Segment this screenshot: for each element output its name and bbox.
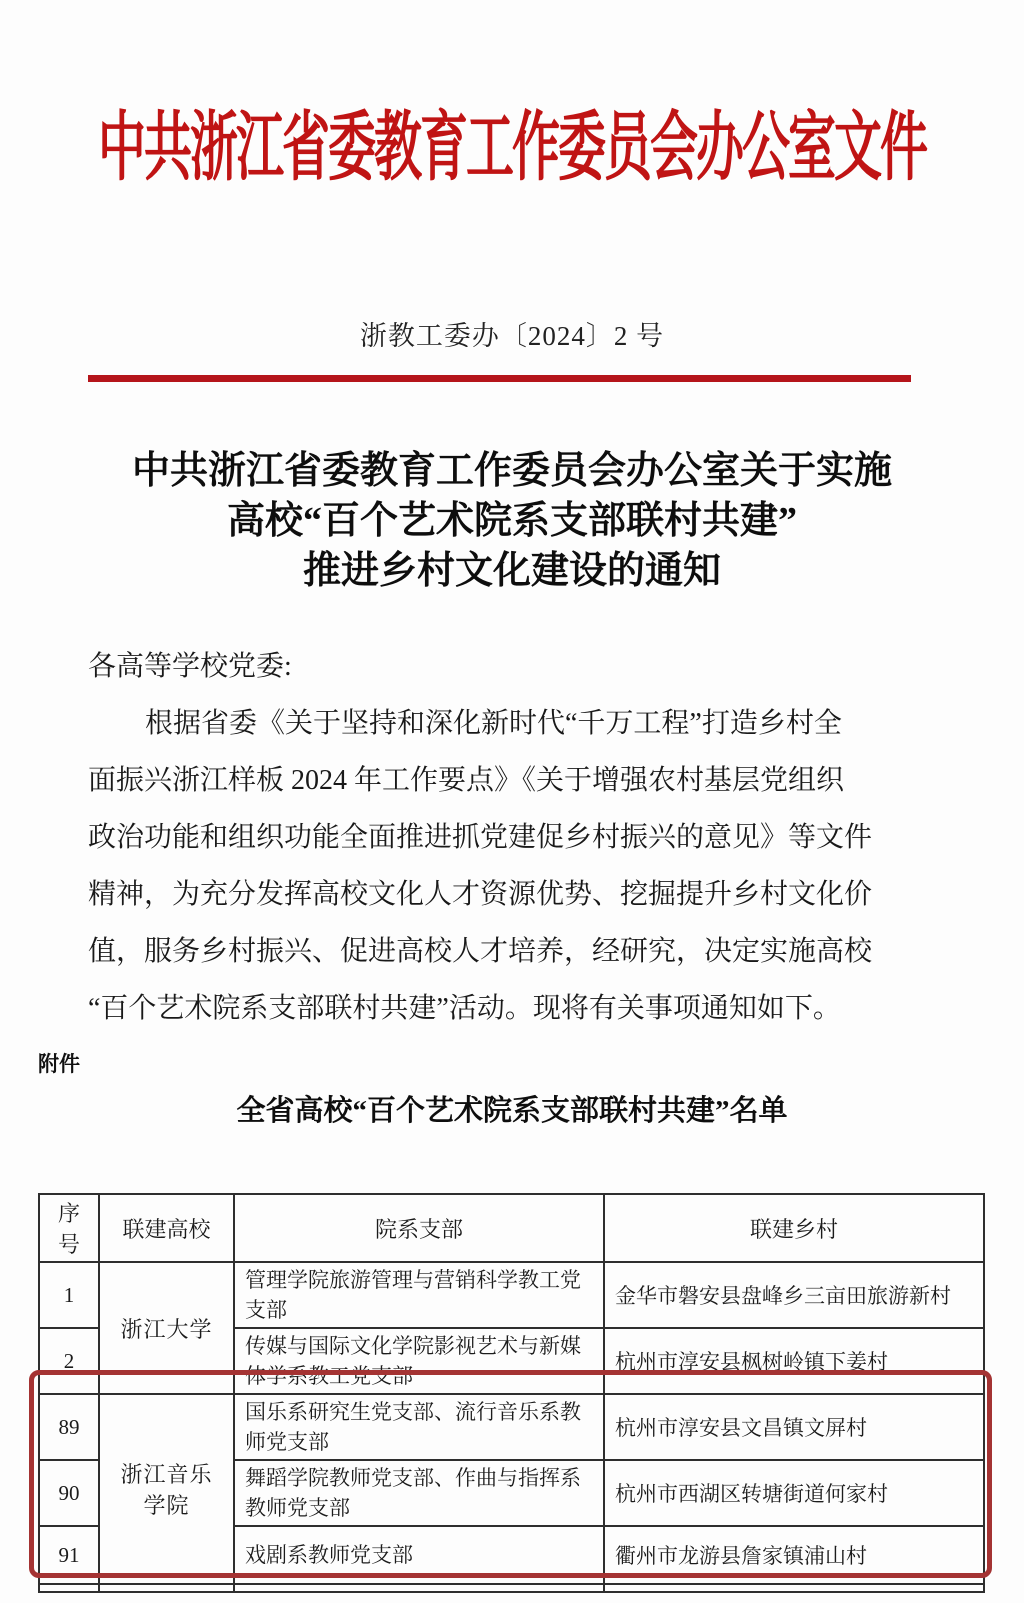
table-header-row (39, 1194, 984, 1262)
masthead-title: 中共浙江省委教育工作委员会办公室文件 (97, 106, 926, 191)
cell-village: 杭州市淳安县文昌镇文屏村 (604, 1394, 984, 1460)
document-title-line: 中共浙江省委教育工作委员会办公室关于实施 (131, 450, 892, 492)
table-row (39, 1262, 984, 1328)
cell-no: 2 (39, 1328, 99, 1394)
document-number: 浙教工委办〔2024〕2 号 (359, 321, 665, 351)
document-body (88, 638, 914, 1037)
red-divider-rule (88, 375, 911, 382)
body-text-line: “百个艺术院系支部联村共建”活动。现将有关事项通知如下。 (88, 993, 841, 1024)
cell-no: 89 (39, 1394, 99, 1460)
attachment-title: 全省高校“百个艺术院系支部联村共建”名单 (236, 1095, 788, 1127)
cell-village: 杭州市淳安县枫树岭镇下姜村 (604, 1328, 984, 1394)
attachment-label: 附件 (38, 1052, 80, 1076)
header-cell-village: 联建乡村 (604, 1194, 984, 1262)
body-text-line: 精神，为充分发挥高校文化人才资源优势、挖掘提升乡村文化价 (88, 879, 873, 910)
red-highlight-annotation-box (29, 1370, 992, 1578)
cell-empty (234, 1584, 604, 1592)
body-text-line: 政治功能和组织功能全面推进抓党建促乡村振兴的意见》等文件 (88, 822, 873, 853)
salutation: 各高等学校党委: (88, 651, 292, 682)
cell-branch: 传媒与国际文化学院影视艺术与新媒体学系教工党支部 (234, 1328, 604, 1394)
body-text-line: 值，服务乡村振兴、促进高校人才培养，经研究，决定实施高校 (88, 936, 873, 967)
table-clipped-row (39, 1584, 984, 1592)
cell-university: 浙江音乐学院 (99, 1394, 234, 1584)
cell-no: 1 (39, 1262, 99, 1328)
cell-branch: 管理学院旅游管理与营销科学教工党支部 (234, 1262, 604, 1328)
cell-village: 金华市磐安县盘峰乡三亩田旅游新村 (604, 1262, 984, 1328)
cell-empty (39, 1584, 99, 1592)
cell-branch: 舞蹈学院教师党支部、作曲与指挥系教师党支部 (234, 1460, 604, 1526)
cell-empty (99, 1584, 234, 1592)
header-cell-branch: 院系支部 (234, 1194, 604, 1262)
document-title-line: 高校“百个艺术院系支部联村共建” (226, 500, 797, 542)
document-masthead (0, 86, 1024, 191)
cell-village: 杭州市西湖区转塘街道何家村 (604, 1460, 984, 1526)
header-cell-university: 联建高校 (99, 1194, 234, 1262)
document-title (0, 446, 1024, 596)
document-title-line: 推进乡村文化建设的通知 (302, 550, 721, 592)
cell-village: 衢州市龙游县詹家镇浦山村 (604, 1526, 984, 1584)
cell-empty (604, 1584, 984, 1592)
cell-no: 91 (39, 1526, 99, 1584)
body-text-line: 根据省委《关于坚持和深化新时代“千万工程”打造乡村全 (145, 708, 842, 739)
cell-branch: 国乐系研究生党支部、流行音乐系教师党支部 (234, 1394, 604, 1460)
cell-no: 90 (39, 1460, 99, 1526)
cell-university: 浙江大学 (99, 1262, 234, 1394)
cell-branch: 戏剧系教师党支部 (234, 1526, 604, 1584)
body-text-line: 面振兴浙江样板 2024 年工作要点》《关于增强农村基层党组织 (88, 765, 845, 796)
header-cell-no: 序号 (39, 1194, 99, 1262)
